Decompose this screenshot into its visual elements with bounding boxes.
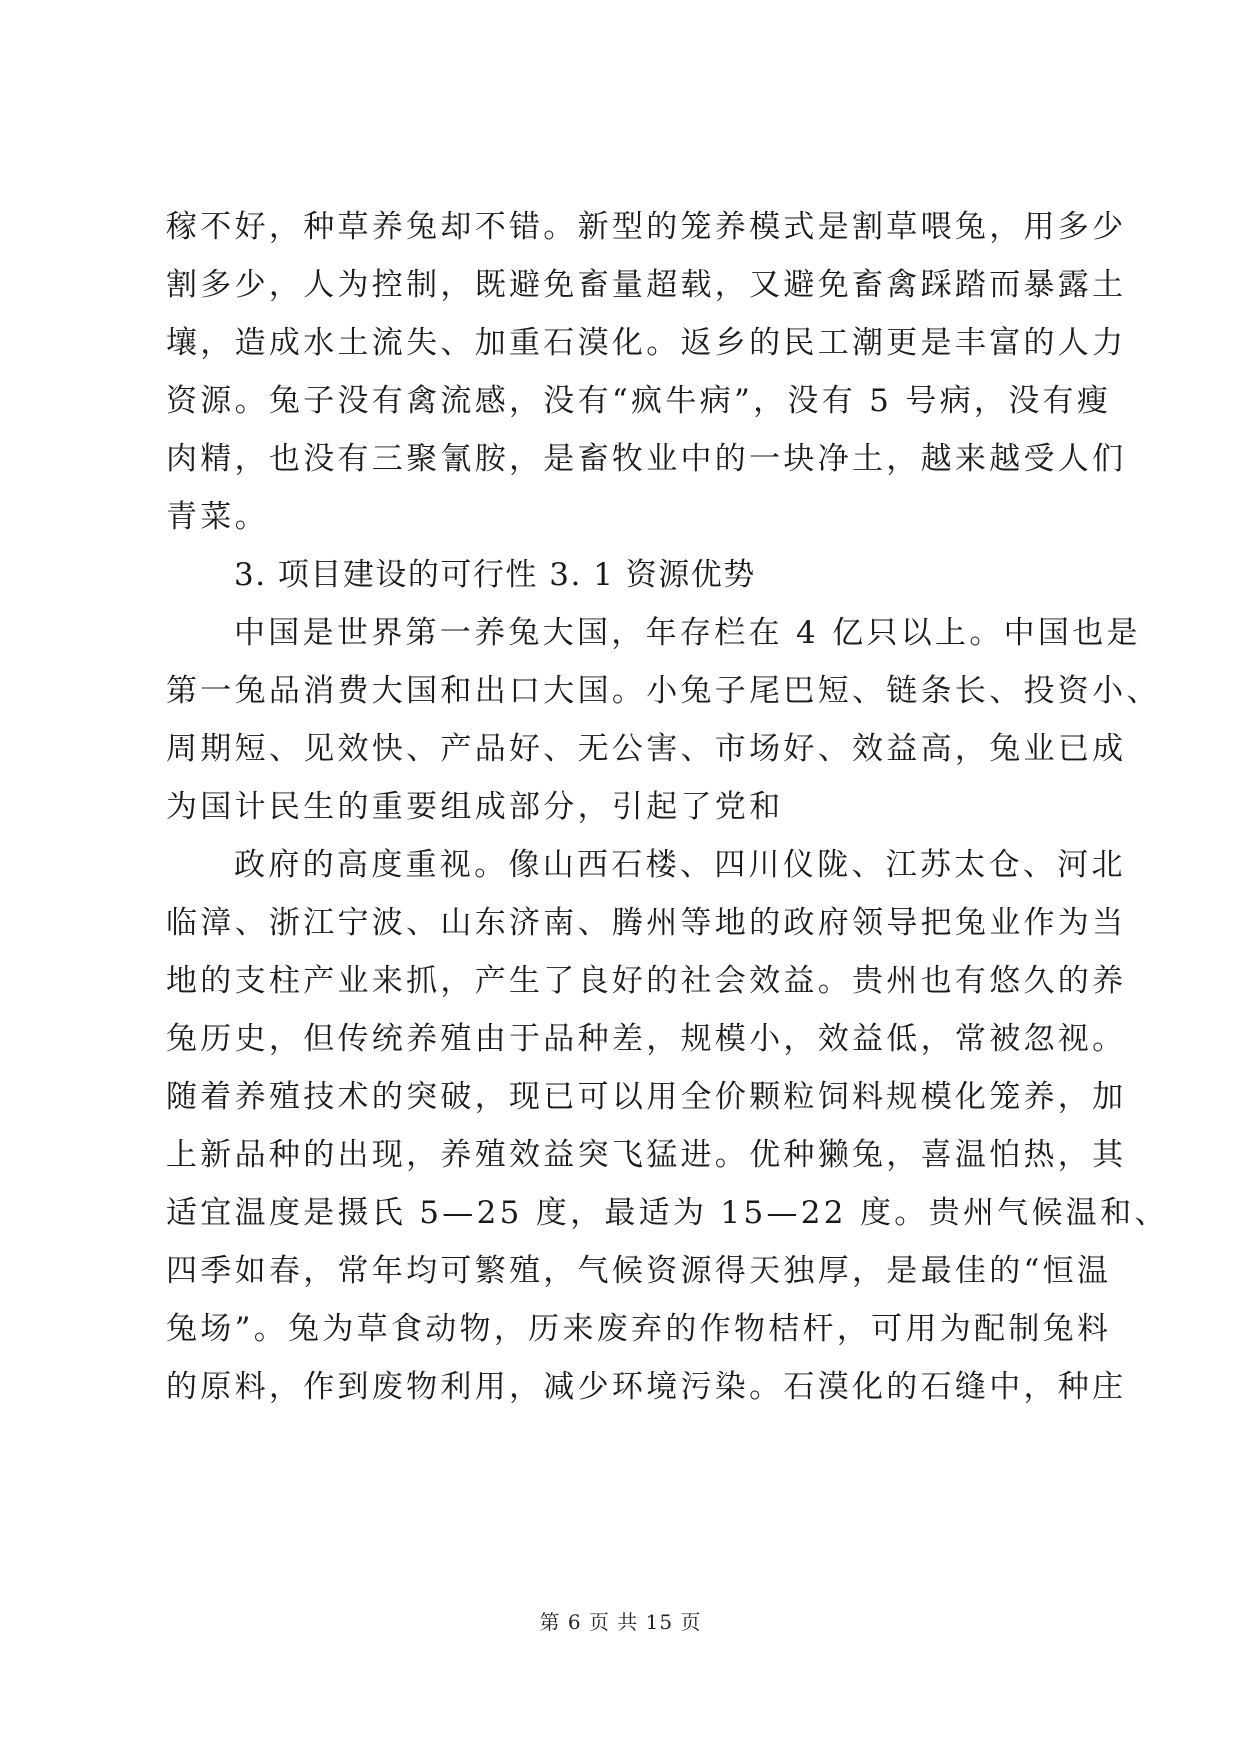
- text-line: 兔历史，但传统养殖由于品种差，规模小，效益低，常被忽视。: [166, 1021, 1127, 1057]
- text-line: 上新品种的出现，养殖效益突飞猛进。优种獭兔，喜温怕热，其: [166, 1137, 1127, 1173]
- text-line: 临漳、浙江宁波、山东济南、腾州等地的政府领导把兔业作为当: [166, 905, 1127, 941]
- text-line: 资源。兔子没有禽流感，没有“疯牛病”，没有 5 号病，没有瘦: [166, 383, 1112, 419]
- text-line: 第一兔品消费大国和出口大国。小兔子尾巴短、链条长、投资小、: [166, 673, 1161, 709]
- text-line: 适宜温度是摄氏 5—25 度，最适为 15—22 度。贵州气候温和、: [166, 1195, 1169, 1231]
- section-heading: 3. 项目建设的可行性 3. 1 资源优势: [234, 557, 756, 593]
- text-line: 稼不好，种草养兔却不错。新型的笼养模式是割草喂兔，用多少: [166, 209, 1127, 245]
- text-line: 四季如春，常年均可繁殖，气候资源得天独厚，是最佳的“恒温: [166, 1253, 1112, 1289]
- text-line: 青菜。: [166, 499, 269, 535]
- page-footer: 第 6 页 共 15 页: [539, 1610, 702, 1634]
- text-line: 肉精，也没有三聚氰胺，是畜牧业中的一块净土，越来越受人们: [166, 441, 1127, 477]
- paragraph-first-line: 中国是世界第一养兔大国，年存栏在 4 亿只以上。中国也是: [234, 615, 1141, 651]
- paragraph-first-line: 政府的高度重视。像山西石楼、四川仪陇、江苏太仓、河北: [234, 847, 1126, 883]
- text-line: 割多少，人为控制，既避免畜量超载，又避免畜禽踩踏而暴露土: [166, 267, 1127, 303]
- text-line: 随着养殖技术的突破，现已可以用全价颗粒饲料规模化笼养，加: [166, 1079, 1127, 1115]
- text-line: 的原料，作到废物利用，减少环境污染。石漠化的石缝中，种庄: [166, 1369, 1127, 1405]
- text-line: 兔场”。兔为草食动物，历来废弃的作物桔杆，可用为配制兔料: [166, 1311, 1112, 1347]
- text-line: 壤，造成水土流失、加重石漠化。返乡的民工潮更是丰富的人力: [166, 325, 1127, 361]
- text-line: 地的支柱产业来抓，产生了良好的社会效益。贵州也有悠久的养: [166, 963, 1127, 999]
- text-line: 为国计民生的重要组成部分，引起了党和: [166, 789, 784, 825]
- text-line: 周期短、见效快、产品好、无公害、市场好、效益高，兔业已成: [166, 731, 1127, 767]
